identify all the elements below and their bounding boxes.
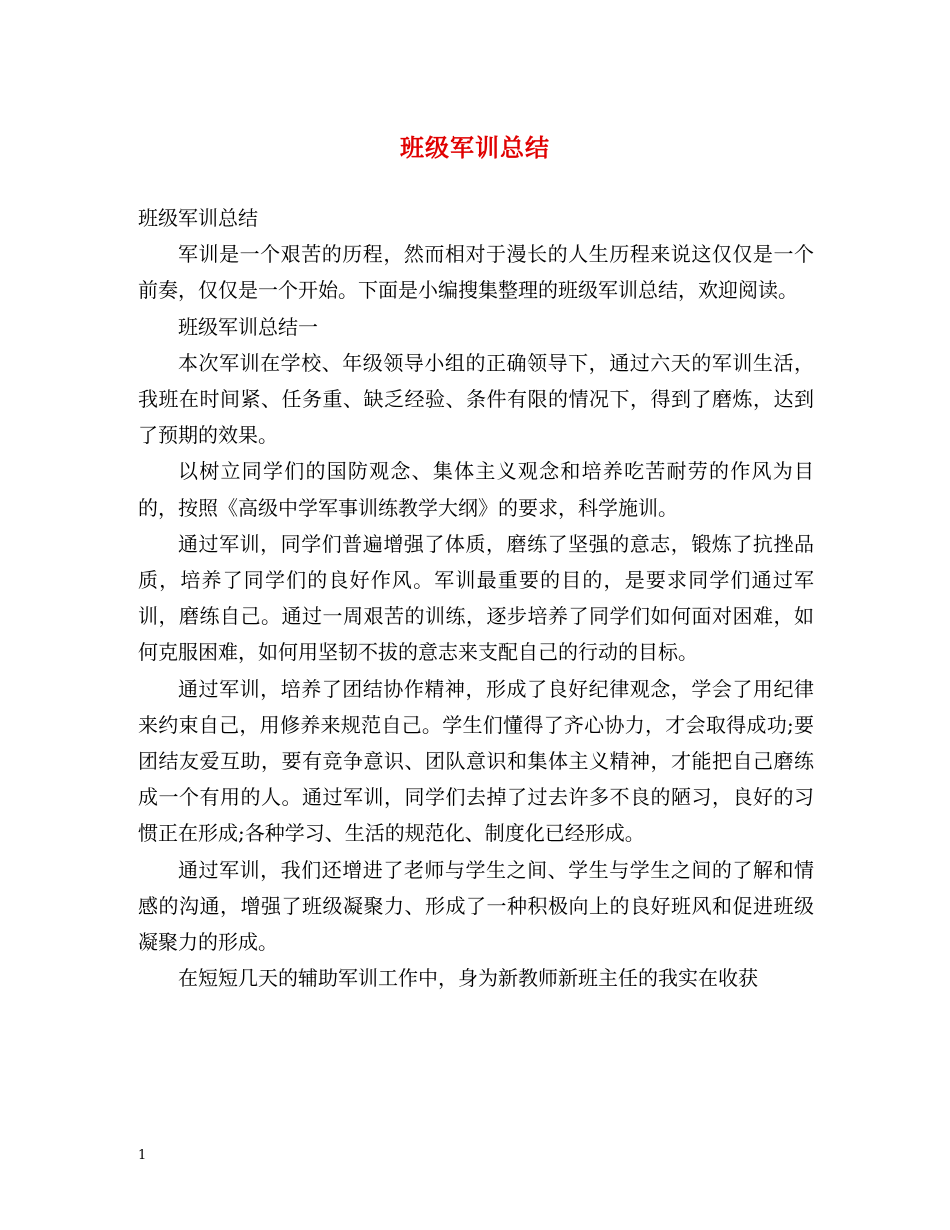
paragraph: 军训是一个艰苦的历程，然而相对于漫长的人生历程来说这仅仅是一个前奏，仅仅是一个开始。下面是小编搜集整理的班级军训总结，欢迎阅读。 bbox=[138, 242, 814, 303]
paragraph: 在短短几天的辅助军训工作中，身为新教师新班主任的我实在收获 bbox=[178, 966, 758, 991]
paragraph-heading: 班级军训总结 bbox=[138, 206, 258, 230]
document-body bbox=[138, 200, 814, 996]
paragraph: 本次军训在学校、年级领导小组的正确领导下，通过六天的军训生活，我班在时间紧、任务重、缺乏经验、条件有限的情况下，得到了磨炼，达到了预期的效果。 bbox=[138, 350, 814, 448]
page-number: 1 bbox=[138, 1148, 147, 1163]
section-heading: 班级军训总结一 bbox=[178, 314, 318, 339]
document-title: 班级军训总结 bbox=[400, 133, 550, 162]
paragraph: 通过军训，我们还增进了老师与学生之间、学生与学生之间的了解和情感的沟通，增强了班级凝聚力、形成了一种积极向上的良好班风和促进班级凝聚力的形成。 bbox=[138, 857, 814, 955]
paragraph: 通过军训，同学们普遍增强了体质，磨练了坚强的意志，锻炼了抗挫品质，培养了同学们的良好作风。军训最重要的目的，是要求同学们通过军训，磨练自己。通过一周艰苦的训练，逐步培养了同学们如何面对困难，如何克服困难，如何用坚韧不拔的意志来支配自己的行动的目标。 bbox=[138, 531, 814, 665]
paragraph: 通过军训，培养了团结协作精神，形成了良好纪律观念，学会了用纪律来约束自己，用修养来规范自己。学生们懂得了齐心协力，才会取得成功;要团结友爱互助，要有竞争意识、团队意识和集体主义精神，才能把自己磨练成一个有用的人。通过军训，同学们去掉了过去许多不良的陋习，良好的习惯正在形成;各种学习、生活的规范化、制度化已经形成。 bbox=[138, 676, 814, 846]
paragraph: 以树立同学们的国防观念、集体主义观念和培养吃苦耐劳的作风为目的，按照《高级中学军事训练教学大纲》的要求，科学施训。 bbox=[138, 459, 814, 520]
